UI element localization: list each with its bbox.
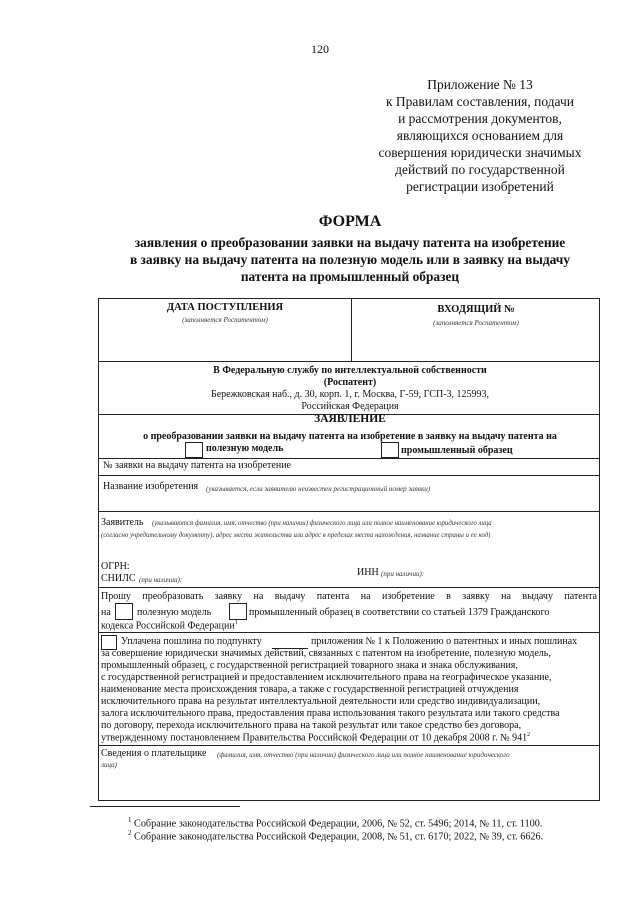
appendix-line: к Правилам составления, подачи [385, 94, 575, 109]
date-received-label: ДАТА ПОСТУПЛЕНИЯ [166, 302, 284, 313]
industrial-design-checkbox[interactable] [381, 442, 399, 458]
payer-label: Сведения о плательщике [101, 748, 207, 759]
snils-note: (при наличии): [139, 576, 183, 584]
fee-line: исключительного права на результат интеллектуальной деятельности или средство индивидуализации, [101, 696, 541, 707]
request-code-ref: кодекса Российской Федерации$^1$ [101, 620, 238, 632]
fee-line: за совершение юридически значимых действий, связанных с патентом на изобретение, полезную модель, [101, 648, 551, 659]
fee-line-start: Уплачена пошлина по подпункту [121, 636, 262, 647]
fee-line-end: приложения № 1 к Положению о патентных и иных пошлинах [311, 636, 578, 647]
inn-note: (при наличии): [381, 570, 425, 578]
invention-name-label: Название изобретения [103, 481, 199, 492]
appendix-line: регистрации изобретений [406, 179, 554, 194]
appendix-heading [360, 76, 600, 195]
inn-label: ИНН [357, 567, 379, 578]
fee-decree-ref: утвержденному постановлением Правительства Российской Федерации от 10 декабря 2008 г. № $941^2$ [101, 732, 531, 744]
utility-model-checkbox[interactable] [185, 442, 203, 458]
date-received-note: (заполняется Роспатентом) [182, 316, 268, 324]
utility-model-option: полезную модель [206, 443, 284, 454]
appendix-line: и рассмотрения документов, [398, 111, 562, 126]
applicant-label: Заявитель [101, 517, 144, 528]
application-number-label: № заявки на выдачу патента на изобретение [103, 460, 291, 471]
request-design-label: промышленный образец в соответствии со статьей 1379 Гражданского [249, 607, 550, 618]
form-subtitle [90, 234, 610, 285]
application-form [98, 298, 600, 801]
page-number: 120 [311, 42, 329, 56]
addressee-address: Бережковская наб., д. 30, корп. 1, г. Москва, Г-59, ГСП-3, 125993, [210, 389, 490, 400]
appendix-line: совершения юридически значимых [378, 145, 582, 160]
payer-note: (фамилия, имя, отчество (при наличии) физического лица или полное наименование юридического [217, 751, 510, 759]
payer-note: лица) [101, 761, 117, 769]
appendix-line: Приложение № 13 [427, 77, 533, 92]
addressee-country: Российская Федерация [301, 401, 399, 412]
request-design-checkbox[interactable] [229, 603, 247, 620]
snils-label: СНИЛС [101, 573, 136, 584]
incoming-number-label: ВХОДЯЩИЙ № [437, 304, 515, 315]
fee-line: залога исключительного права, предоставления права использования такого результата или такого средства [101, 708, 560, 719]
subtitle-line: заявления о преобразовании заявки на выдачу патента на изобретение [134, 235, 566, 250]
fee-line: с государственной регистрацией и предоставлением исключительного права на географическое указание, [101, 672, 552, 683]
applicant-note: (указываются фамилия, имя, отчество (при наличии) физического лица или полное наименование юридического лица [152, 520, 492, 527]
statement-text: о преобразовании заявки на выдачу патента на изобретение в заявку на выдачу патента на [143, 431, 557, 442]
addressee-line: В Федеральную службу по интеллектуальной собственности [213, 365, 487, 376]
invention-name-note: (указывается, если заявителю неизвестен регистрационный номер заявки) [206, 485, 431, 493]
applicant-note: (согласно учредительному документу), адрес места жительства или адрес в пределах места нахождения, название страны и ее код) [101, 532, 491, 539]
incoming-number-note: (заполняется Роспатентом) [433, 319, 519, 327]
footnote-separator [90, 806, 240, 807]
addressee-line: (Роспатент) [323, 377, 377, 388]
request-line: Прошу преобразовать заявку на выдачу патента на изобретение в заявку на выдачу патента [101, 591, 597, 602]
appendix-line: действий по государственной [395, 162, 565, 177]
footnote: $^1$ Собрание законодательства Российской Федерации, 2006, № 52, ст. 5496; 2014, № 11, ст. 1100. [128, 816, 543, 830]
request-utility-label: полезную модель [137, 607, 212, 618]
subtitle-line: патента на промышленный образец [240, 269, 460, 284]
industrial-design-option: промышленный образец [401, 445, 513, 456]
appendix-line: являющихся основанием для [396, 128, 564, 143]
request-on: на [101, 607, 111, 618]
request-utility-checkbox[interactable] [115, 603, 133, 620]
footnote: $^2$ Собрание законодательства Российской Федерации, 2008, № 51, ст. 6170; 2022, № 39, ст. 6626. [128, 829, 544, 843]
fee-line: наименование места происхождения товара, а также с государственной регистрацией отчуждения [101, 684, 519, 695]
fee-line: промышленный образец, с государственной регистрацией товарного знака и знака обслуживания, [101, 660, 518, 671]
form-title: ФОРМА [318, 213, 382, 230]
statement-heading: ЗАЯВЛЕНИЕ [314, 413, 386, 425]
fee-line: по договору, перехода исключительного права на такой результат или такое средство без договора, [101, 720, 522, 731]
subtitle-line: в заявку на выдачу патента на полезную модель или в заявку на выдачу [129, 252, 571, 267]
ogrn-label: ОГРН: [101, 561, 130, 572]
